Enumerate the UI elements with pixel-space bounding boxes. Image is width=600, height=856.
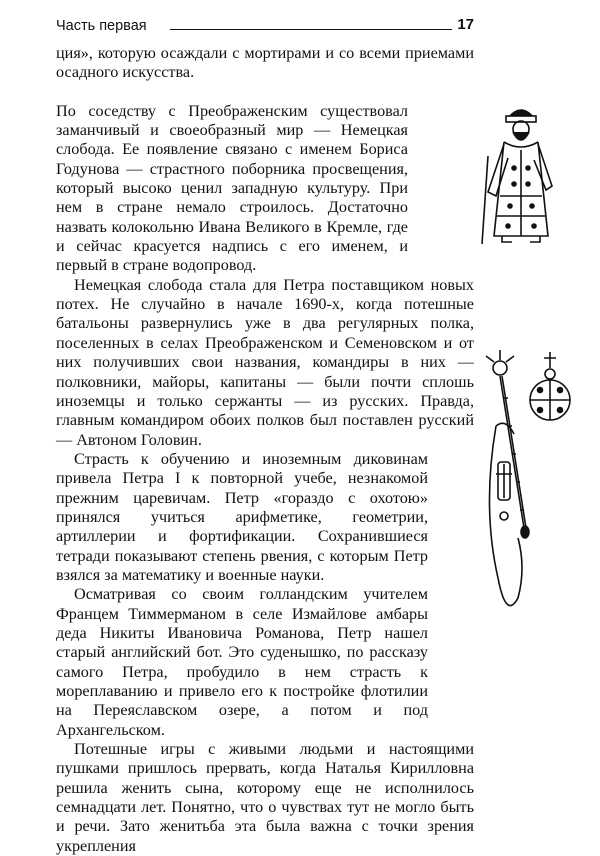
header-rule [170, 29, 452, 30]
scepter-orb-icon [478, 338, 578, 628]
paragraph: Страсть к обучению и иноземным диковинам привела Петра I к повторной учебе, незнакомой прежним царевичам. Петр «гораздо с охотою» принялся учиться арифметике, геометрии, артиллерии и фортификации. Сохранившиеся тетради показывают степень рвения, с которым Петр взялся за математику и военные науки. [56, 449, 428, 584]
body-text [56, 44, 474, 856]
paragraph: ция», которую осаждали с мортирами и со всеми приемами осадного искусства. [56, 44, 474, 82]
paragraph: Немецкая слобода стала для Петра поставщиком новых потех. Не случайно в начале 1690-х, когда потешные батальоны развернулись уже в два регулярных полка, поселенных в селах Преображенском и Семеновском и от них получивших свои названия, командиры в них — полковники, майоры, капитаны — были почти сплошь иноземцы и только сержанты — из русских. Правда, главным командиром обоих полков был поставлен русский — Автоном Головин. [56, 275, 474, 449]
paragraph: Потешные игры с живыми людьми и настоящими пушками пришлось прервать, когда Наталья Кирилловна решила женить сына, которому еще не исполнилось семнадцати лет. Понятно, что о чувствах тут не могло быть и речи. Зато женитьба эта была важна с точки зрения укрепления [56, 740, 474, 855]
paragraph: Осматривая со своим голландским учителем Францем Тиммерманом в селе Измайлове амбары деда Никиты Ивановича Романова, Петр нашел старый английский бот. Это суденышко, по рассказу самого Петра, пробудило в нем страсть к мореплаванию и привело его к постройке флотилии на Переяславском озере, а потом и под Архангельском. [56, 585, 428, 739]
part-title: Часть первая [56, 18, 147, 34]
running-header [56, 16, 474, 38]
page-number: 17 [457, 16, 474, 33]
paragraph: По соседству с Преображенским существовал заманчивый и своеобразный мир — Немецкая слобода. Ее появление связано с именем Бориса Годунова — страстного поборника просвещения, который высоко ценил западную культуру. При нем в стране немало строилось. Достаточно назвать колокольню Ивана Великого в Кремле, где и сейчас красуется надпись с его именем, и первый в стране водопровод. [56, 101, 408, 275]
boyar-figure-icon [480, 96, 562, 246]
